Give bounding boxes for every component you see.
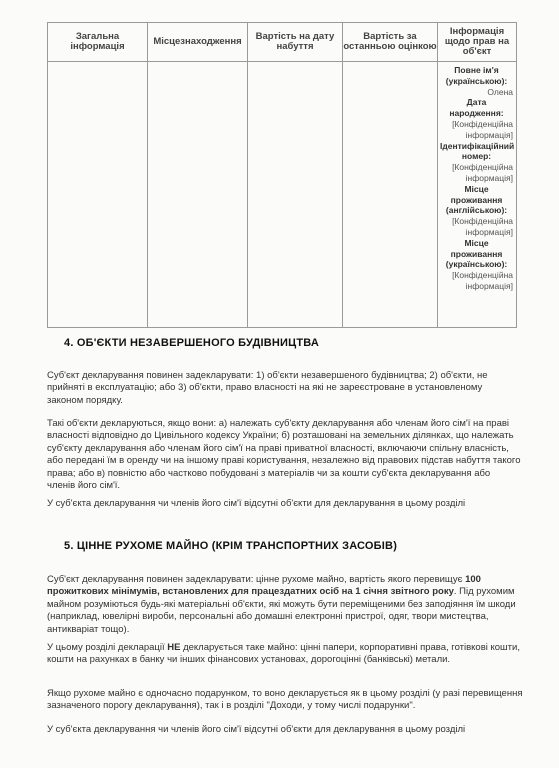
- id-number-label: Ідентифікаційний номер:: [440, 140, 515, 162]
- header-general-info: Загальна інформація: [48, 23, 148, 62]
- header-acquisition-value: Вартість на дату набуття: [248, 23, 343, 62]
- birth-date-value: [Конфіденційна інформація]: [452, 118, 513, 140]
- table-header-row: [48, 23, 517, 62]
- id-number-value: [Конфіденційна інформація]: [452, 162, 513, 183]
- full-name-value: Олена: [487, 86, 513, 97]
- section-5-paragraph-4: У суб'єкта декларування чи членів його сім'ї відсутні об'єкти для декларування в цьому розділі: [47, 724, 466, 735]
- section-5-paragraph-2: [47, 642, 523, 667]
- section-5-p2-not: НЕ: [167, 642, 181, 653]
- section-5-p2-text-a: У цьому розділі декларації: [47, 642, 168, 653]
- section-4-paragraph-2: Такі об'єкти декларуються, якщо вони: а) належать суб'єкту декларування або членам його сім'ї на праві власності відповідно до Цивільного кодексу України; б) розташовані на земельних ділянках, що належать суб'єкту декларування або членам його сім'ї на праві приватної власності, включаючи спільну власність, або передані їм в оренду чи на іншому праві користування, незалежно від правових підстав набуття такого права; або в) повністю або частково побудовані з матеріалів чи за кошти суб'єкта декларування або членів його сім'ї.: [47, 418, 521, 492]
- section-4-title: 4. ОБ'ЄКТИ НЕЗАВЕРШЕНОГО БУДІВНИЦТВА: [64, 337, 320, 349]
- section-5-paragraph-1: [47, 574, 523, 636]
- residence-en-label: Місце проживання (англійською):: [445, 183, 508, 216]
- cell-latest-valuation: [343, 62, 438, 328]
- header-rights-info: Інформація щодо прав на об'єкт: [438, 23, 517, 62]
- header-latest-valuation: Вартість за останньою оцінкою: [343, 23, 438, 62]
- section-4-paragraph-1: Суб'єкт декларування повинен задекларувати: 1) об'єкти незавершеного будівництва; 2) об'єкти, не прийняті в експлуатацію; або 3) об'єкти, право власності на які не зареєстроване в установленому законом порядку.: [47, 370, 488, 406]
- section-5-paragraph-3: Якщо рухоме майно є одночасно подарунком, то воно декларується як в цьому розділі (у разі перевищення зазначеного порогу декларування), так і в розділі "Доходи, у тому числі подарунки".: [47, 688, 523, 712]
- rights-info-block: [438, 62, 516, 292]
- section-4-paragraph-3: У суб'єкта декларування чи членів його сім'ї відсутні об'єкти для декларування в цьому розділі: [47, 498, 466, 509]
- section-5-p1-threshold: 100 прожиткових мінімумів, встановлених для працездатних осіб на 1 січня звітного року: [47, 574, 481, 598]
- table-row: [48, 62, 517, 328]
- property-rights-table: [47, 22, 517, 328]
- residence-ua-label: Місце проживання (українською):: [445, 237, 508, 270]
- cell-rights-info: [438, 62, 517, 328]
- section-5-p2-text-c: декларується таке майно: цінні папери, корпоративні права, готівкові кошти, кошти на рахунках в банку чи інших фінансових установах, дорогоцінні (банківські) метали.: [47, 642, 520, 666]
- section-5-p1-text-c: . Під рухомим майном розуміються будь-які матеріальні об'єкти, які можуть бути переміщеними без заподіяння їм шкоди (наприклад, ювелірні вироби, персональні або домашні електронні пристрої, одяг, твори мистецтва, антикваріат тощо).: [47, 586, 516, 635]
- header-location: Місцезнаходження: [148, 23, 248, 62]
- cell-general-info: [48, 62, 148, 328]
- residence-en-value: [Конфіденційна інформація]: [452, 216, 513, 237]
- cell-acquisition-value: [248, 62, 343, 328]
- section-5-p1-text-a: Суб'єкт декларування повинен задекларувати: цінне рухоме майно, вартість якого перевищує: [47, 574, 466, 585]
- section-5-title: 5. ЦІННЕ РУХОМЕ МАЙНО (КРІМ ТРАНСПОРТНИХ ЗАСОБІВ): [64, 540, 398, 552]
- birth-date-label: Дата народження:: [449, 97, 504, 119]
- cell-location: [148, 62, 248, 328]
- residence-ua-value: [Конфіденційна інформація]: [452, 270, 513, 291]
- full-name-label: Повне ім'я (українською):: [445, 65, 508, 86]
